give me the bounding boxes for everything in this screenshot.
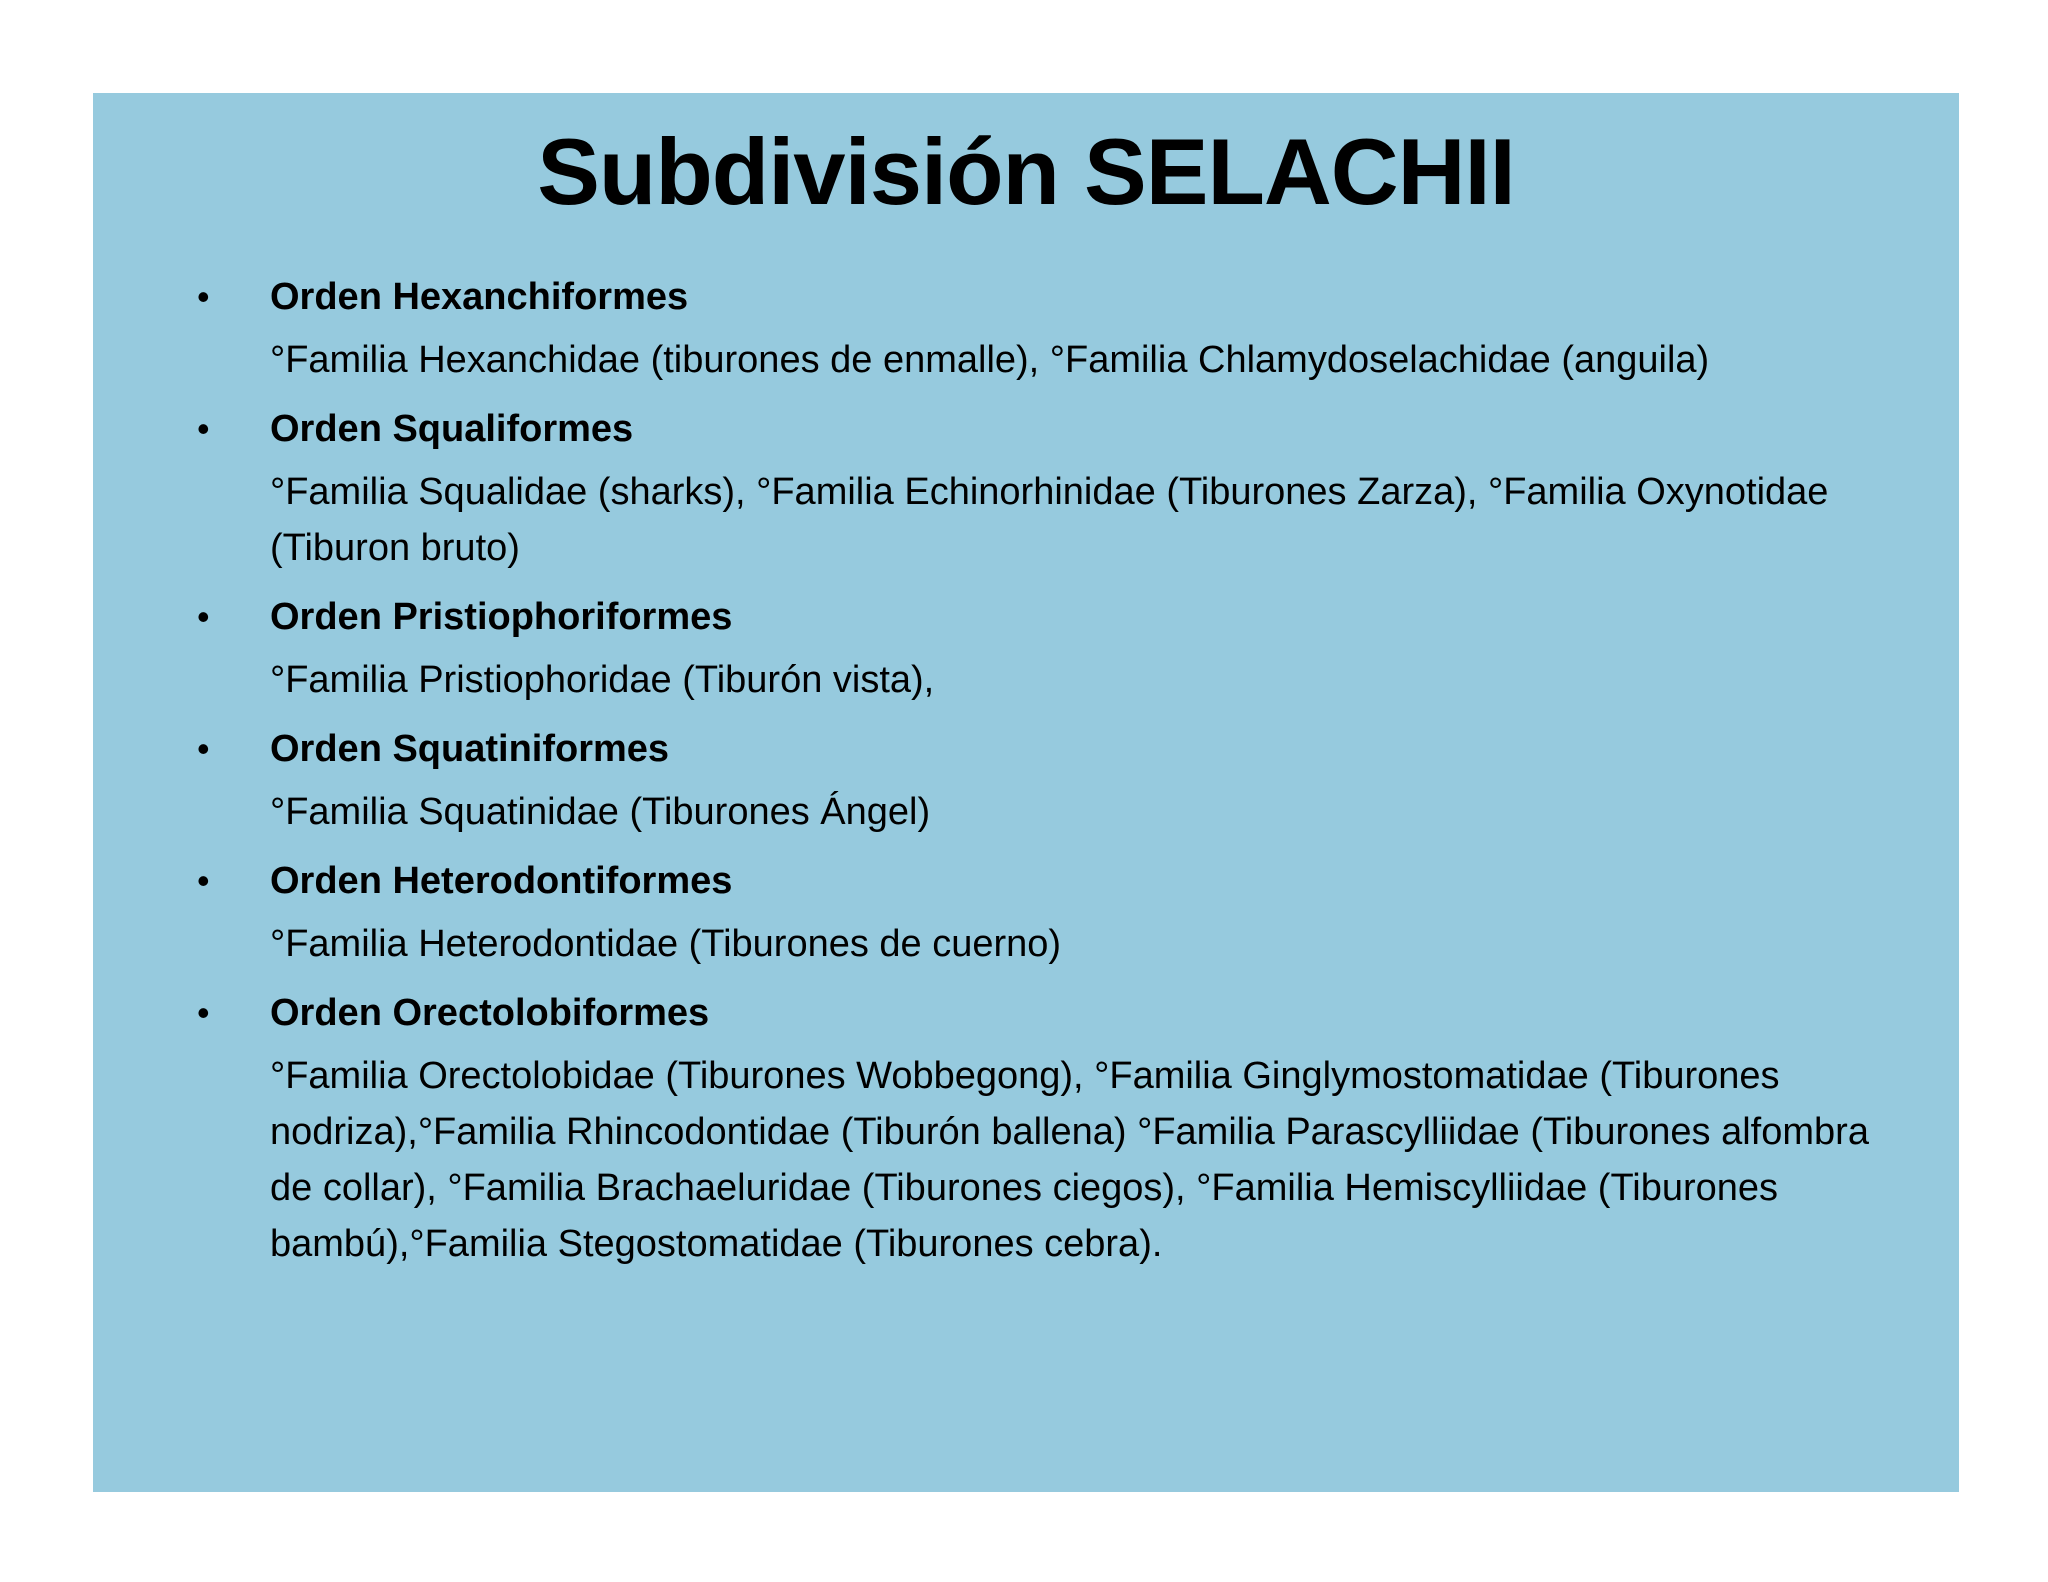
order-name: Orden Orectolobiformes: [270, 992, 710, 1034]
order-list: [93, 263, 1959, 1279]
bullet-icon: •: [197, 596, 210, 637]
order-name: Orden Squaliformes: [270, 408, 634, 450]
bullet-icon: •: [197, 860, 210, 901]
order-name: Orden Heterodontiformes: [270, 860, 733, 902]
order-name: Orden Pristiophoriformes: [270, 596, 733, 638]
bullet-icon: •: [197, 276, 210, 317]
slide-title: Subdivisión SELACHII: [537, 119, 1515, 224]
bullet-icon: •: [197, 992, 210, 1033]
bullet-icon: •: [197, 728, 210, 769]
list-item-order: [93, 979, 1959, 1279]
order-name: Orden Hexanchiformes: [270, 276, 689, 318]
slide: [93, 93, 1959, 1492]
family-list: °Familia Pristiophoridae (Tiburón vista),: [270, 659, 935, 701]
list-item-order: [93, 395, 1959, 583]
list-item-order: [93, 847, 1959, 979]
list-item-order: [93, 715, 1959, 847]
list-item-order: [93, 583, 1959, 715]
list-item-order: [93, 263, 1959, 395]
family-list: °Familia Heterodontidae (Tiburones de cuerno): [270, 923, 1062, 965]
family-list: °Familia Hexanchidae (tiburones de enmalle), °Familia Chlamydoselachidae (anguila): [270, 339, 1710, 381]
family-list: °Familia Squalidae (sharks), °Familia Echinorhinidae (Tiburones Zarza), °Familia Oxynotidae (Tiburon bruto): [270, 471, 1829, 569]
bullet-icon: •: [197, 408, 210, 449]
order-name: Orden Squatiniformes: [270, 728, 670, 770]
family-list: °Familia Orectolobidae (Tiburones Wobbegong), °Familia Ginglymostomatidae (Tiburones nodriza),°Familia Rhincodontidae (Tiburón ballena) °Familia Parascylliidae (Tiburones alfombra de collar), °Familia Brachaeluridae (Tiburones ciegos), °Familia Hemiscylliidae (Tiburones bambú),°Familia Stegostomatidae (Tiburones cebra).: [270, 1055, 1869, 1265]
family-list: °Familia Squatinidae (Tiburones Ángel): [270, 791, 931, 833]
